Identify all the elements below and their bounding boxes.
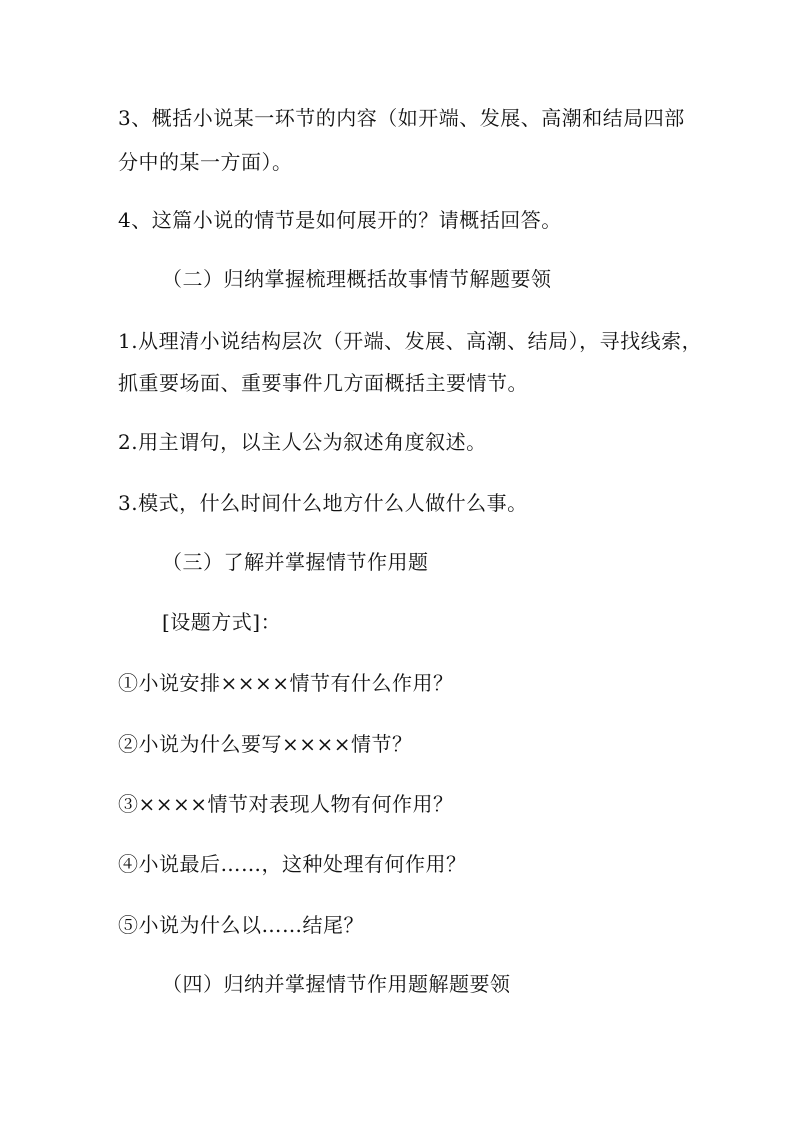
text-line-1: 3、概括小说某一环节的内容（如开端、发展、高潮和结局四部 [118,106,685,130]
text-line-5: 1.从理清小说结构层次（开端、发展、高潮、结局），寻找线索， [118,329,703,353]
question-item-4: ④小说最后……，这种处理有何作用？ [118,852,467,876]
question-item-1: ①小说安排××××情节有什么作用？ [118,671,454,695]
section-heading-3: （三）了解并掌握情节作用题 [162,550,429,574]
question-type-label: [设题方式]： [162,610,282,634]
question-item-5: ⑤小说为什么以……结尾？ [118,913,364,937]
section-heading-4: （四）归纳并掌握情节作用题解题要领 [162,972,511,996]
question-item-3: ③××××情节对表现人物有何作用？ [118,792,454,816]
text-line-6: 抓重要场面、重要事件几方面概括主要情节。 [118,371,528,395]
text-line-7: 2.用主谓句，以主人公为叙述角度叙述。 [118,430,487,454]
question-item-2: ②小说为什么要写××××情节？ [118,732,413,756]
text-line-3: 4、这篇小说的情节是如何展开的？请概括回答。 [118,208,562,232]
text-line-2: 分中的某一方面）。 [118,150,293,174]
section-heading-2: （二）归纳掌握梳理概括故事情节解题要领 [162,267,552,291]
text-line-8: 3.模式，什么时间什么地方什么人做什么事。 [118,491,528,515]
